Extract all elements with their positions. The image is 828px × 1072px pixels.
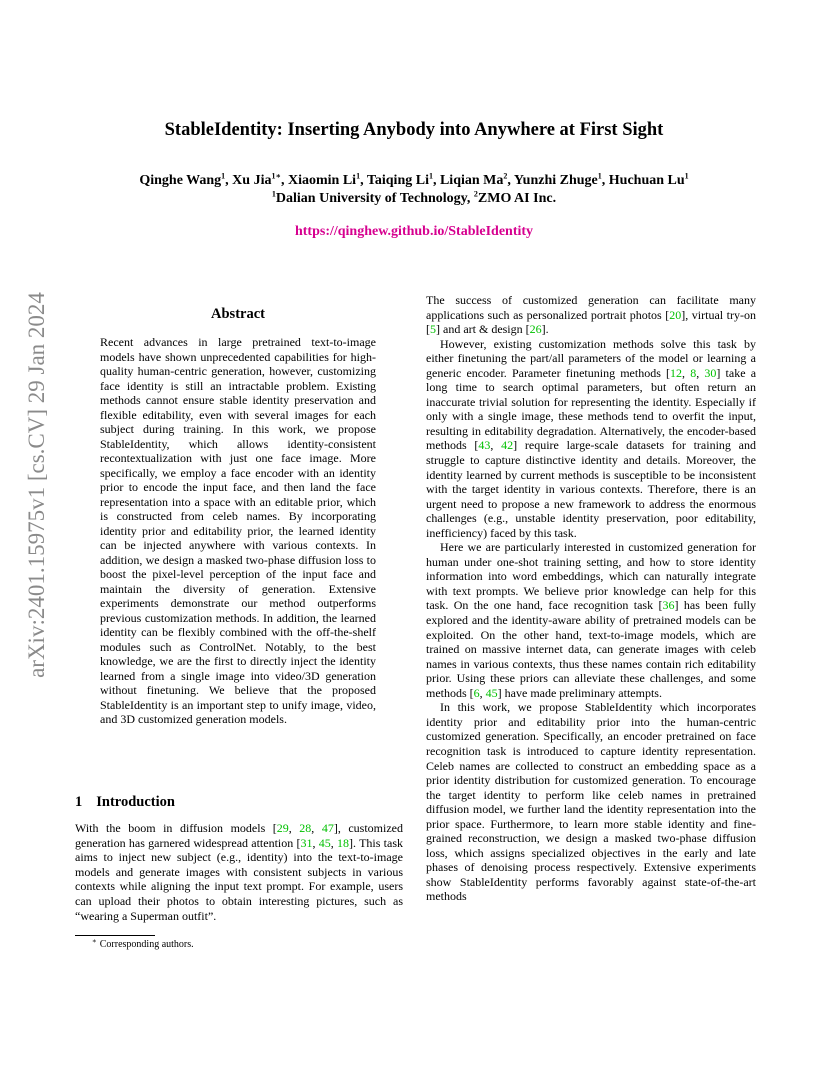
author-name: Xu Jia	[232, 173, 272, 188]
footnote	[92, 936, 194, 950]
author-name: Liqian Ma	[439, 173, 504, 188]
author-name: Huchuan Lu	[608, 173, 685, 188]
footnote-divider	[75, 935, 155, 936]
citation-link[interactable]: 45	[485, 685, 498, 700]
body-text: ,	[479, 685, 486, 700]
body-text: ].	[541, 322, 549, 337]
arxiv-identifier-stamp: arXiv:2401.15975v1 [cs.CV] 29 Jan 2024	[24, 292, 49, 678]
citation-link[interactable]: 42	[501, 438, 514, 453]
body-text: Here we are particularly interested in customized generation for human under one-shot training setting, and how to store identity information into word embeddings, which can naturally integrate with text prompts. We believe prior knowledge can help for this task. On the one hand, face recognition task [	[426, 540, 756, 613]
affiliation-mark: 1	[271, 189, 276, 199]
body-paragraph	[426, 293, 756, 337]
affiliation-list: $^1$Dalian University of Technology, $^2$ZMO AI Inc.	[271, 189, 557, 206]
footnote-mark: ∗	[92, 936, 97, 945]
citation-link[interactable]: 30	[704, 365, 717, 380]
abstract-body: Recent advances in large pretrained text-to-image models have shown unprecedented capabilities for high-quality human-centric generation, however, customizing face identity is still an intractable problem. Existing methods cannot ensure stable identity preservation and flexible editability, even with several images for each subject during training. In this work, we propose StableIdentity, which allows identity-consistent recontextualization with just one face image. More specifically, we employ a face encoder with an identity prior to encode the input face, and then land the face representation into a space with an editable prior, which is constructed from celeb names. By incorporating identity prior and editability prior, the learned identity can be injected anywhere with various contexts. In addition, we design a masked two-phase diffusion loss to boost the pixel-level perception of the input face and maintain the diversity of generation. Extensive experiments demonstrate our method outperforms previous customization methods. In addition, the learned identity can be flexibly combined with the off-the-shelf modules such as ControlNet. Notably, to the best knowledge, we are the first to directly inject the identity learned from a single image into video/3D generation without finetuning. We believe that the proposed StableIdentity is an important step to unify image, video, and 3D customized generation models.	[100, 335, 376, 726]
citation-link[interactable]: 28	[299, 821, 312, 835]
body-text: ] require large-scale datasets for training and struggle to capture distinctive identity and details. Moreover, the identity learned by current methods is susceptible to be inconsistent with the target identity in various contexts. Therefore, there is an urgent need to propose a new framework to address the enormous challenges (e.g., unstable identity preservation, poor editability, inefficiency) faced by this task.	[426, 438, 756, 540]
body-text: ,	[311, 821, 322, 835]
paper-title: StableIdentity: Inserting Anybody into Anywhere at First Sight	[164, 120, 664, 140]
affiliation-name: Dalian University of Technology	[275, 191, 467, 206]
author-name: Yunzhi Zhuge	[513, 173, 598, 188]
author-affiliation-mark: 1	[597, 171, 602, 181]
author-affiliation-mark: 1	[684, 171, 689, 181]
author-name: Qinghe Wang	[139, 173, 222, 188]
citation-link[interactable]: 43	[478, 438, 491, 453]
body-text: ]. This task aims to inject new subject (e.g., identity) into the text-to-image models and generate images with consistent subjects in various contexts while aligning the input text prompt. For example, users can upload their photos to obtain interesting pictures, such as “wearing a Superman outfit”.	[75, 835, 404, 923]
body-text: ] has been fully explored and the identity-aware ability of pretrained models can be exploited. On the other hand, text-to-image models, which are trained on massive internet data, can generate images with celeb names in various contexts, thus these names contain rich editability prior. Using these priors can alleviate these challenges, and some methods [	[426, 598, 756, 700]
section-heading-introduction	[75, 794, 175, 811]
body-text: ] take a long time to search optimal parameters, but often return an inaccurate trivial solution for representing the identity. Especially if only with a single image, these methods tend to overfit the input, resulting in editability degradation. Alternatively, the encoder-based methods [	[426, 365, 757, 453]
body-text: The success of customized generation can facilitate many applications such as personalized portrait photos [	[426, 293, 756, 322]
section-number: 1	[75, 794, 83, 810]
citation-link[interactable]: 8	[690, 365, 697, 380]
citation-link[interactable]: 45	[318, 835, 331, 850]
section-title: Introduction	[96, 794, 175, 810]
body-paragraph	[426, 540, 756, 700]
body-text: ], customized generation has garnered widespread attention [	[75, 821, 403, 850]
project-url-link[interactable]: https://qinghew.github.io/StableIdentity	[294, 224, 534, 239]
author-affiliation-mark: 1	[221, 171, 226, 181]
body-text: ] and art & design [	[436, 322, 530, 337]
abstract-heading: Abstract	[211, 306, 265, 322]
author-name: Taiqing Li	[366, 173, 429, 188]
body-text: ,	[490, 438, 502, 453]
citation-link[interactable]: 5	[430, 322, 436, 337]
affiliation-mark: 2	[473, 189, 478, 199]
citation-link[interactable]: 36	[662, 598, 675, 613]
body-text: ,	[330, 835, 338, 850]
body-paragraph	[426, 700, 756, 904]
body-text: ,	[288, 821, 300, 835]
body-paragraph	[426, 337, 756, 541]
author-affiliation-mark: 1	[428, 171, 433, 181]
citation-link[interactable]: 47	[321, 821, 334, 835]
right-column-body	[426, 293, 756, 904]
body-text: ,	[696, 365, 705, 380]
body-text: ], virtual try-on [	[426, 307, 756, 337]
citation-link[interactable]: 20	[669, 307, 682, 322]
citation-link[interactable]: 18	[337, 835, 350, 850]
body-text: ] have made preliminary attempts.	[497, 685, 662, 700]
body-text: In this work, we propose StableIdentity which incorporates identity prior and editability prior into the human-centric customized generation. Specifically, an encoder pretrained on face recognition task is introduced to capture identity representation. Celeb names are collected to construct an embedding space as a prior identity distribution for customized generation. To encourage the target identity to perform like celeb names in pretrained diffusion model, we further land the identity representation into the prior space. Furthermore, to learn more stable identity and fine-grained reconstruction, we design a masked two-phase diffusion loss, which assigns specialized objectives in the early and late phases of denoising process respectively. Extensive experiments show StableIdentity performs favorably against state-of-the-art methods	[426, 700, 756, 904]
author-affiliation-mark: 1∗	[271, 171, 281, 181]
citation-link[interactable]: 29	[276, 821, 289, 835]
body-text: ,	[682, 365, 691, 380]
body-text: However, existing customization methods solve this task by either finetuning the part/all parameters of the model or learning a generic encoder. Parameter finetuning methods [	[426, 336, 756, 380]
author-affiliation-mark: 2	[503, 171, 508, 181]
author-affiliation-mark: 1	[356, 171, 361, 181]
introduction-paragraph	[75, 821, 403, 923]
citation-link[interactable]: 6	[473, 685, 480, 700]
citation-link[interactable]: 31	[300, 835, 313, 850]
author-list: Qinghe Wang$^1$, Xu Jia$^{1∗}$, Xiaomin Li$^1$, Taiqing Li$^1$, Liqian Ma$^2$, Yunzhi Zhuge$^1$, Huchuan Lu$^1$	[139, 171, 689, 188]
affiliation-name: ZMO AI Inc.	[477, 191, 557, 206]
body-text: With the boom in diffusion models [	[75, 821, 277, 835]
citation-link[interactable]: 26	[529, 322, 542, 337]
citation-link[interactable]: 12	[670, 365, 683, 380]
footnote-text: Corresponding authors.	[99, 939, 194, 950]
body-text: ,	[312, 835, 319, 850]
author-name: Xiaomin Li	[288, 173, 357, 188]
